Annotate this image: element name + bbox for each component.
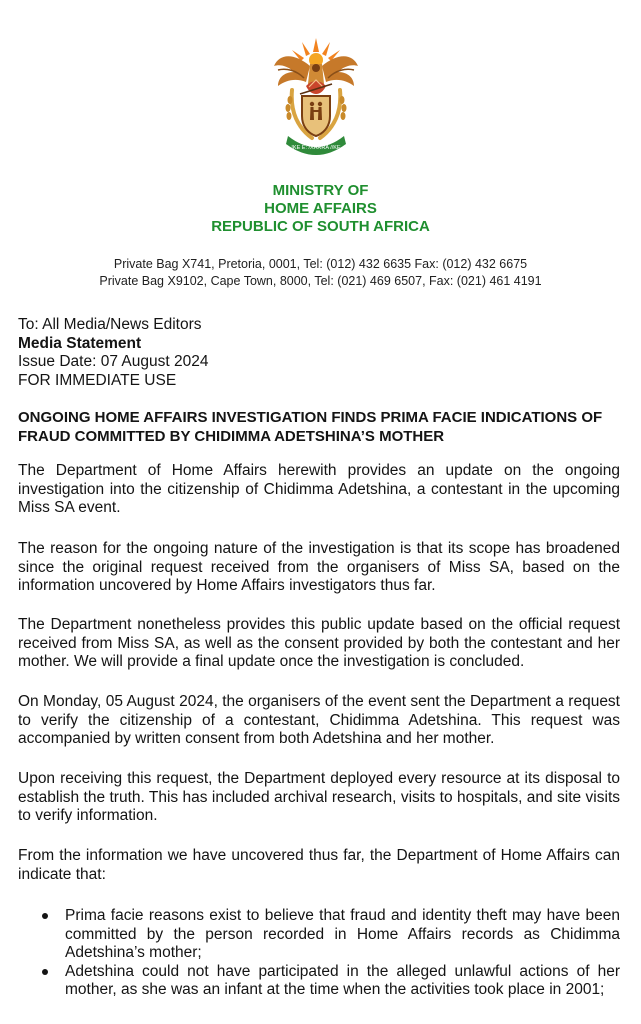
address-pretoria: Private Bag X741, Pretoria, 0001, Tel: (012) 432 6635 Fax: (012) 432 6675 bbox=[113, 257, 528, 271]
usage-note: FOR IMMEDIATE USE bbox=[18, 371, 177, 389]
ministry-line-3: REPUBLIC OF SOUTH AFRICA bbox=[211, 218, 430, 235]
recipient-line: To: All Media/News Editors bbox=[18, 316, 202, 333]
issue-date: Issue Date: 07 August 2024 bbox=[18, 353, 209, 370]
paragraph-1: The Department of Home Affairs herewith provides an update on the ongoing investigation into the citizenship of Chidimma Adetshina, a contestant in the upcoming Miss SA event. bbox=[18, 462, 620, 516]
ministry-line-1: MINISTRY OF bbox=[272, 182, 369, 199]
paragraph-4: On Monday, 05 August 2024, the organisers of the event sent the Department a request to verify the citizenship of a contestant, Chidimma Adetshina. This request was accompanied by written consent from both Adetshina and her mother. bbox=[18, 693, 620, 747]
paragraph-2: The reason for the ongoing nature of the investigation is that its scope has broadened since the original request received from the organisers of Miss SA, based on the information uncovered by Home Affairs investigators thus far. bbox=[18, 540, 620, 594]
shield bbox=[302, 96, 330, 136]
list-item bbox=[18, 963, 620, 1000]
coat-of-arms-emblem bbox=[266, 32, 366, 160]
bullet-text: Adetshina could not have participated in the alleged unlawful actions of her mother, as she was an infant at the time when the activities took place in 2001; bbox=[65, 962, 620, 998]
bullet-icon bbox=[42, 969, 48, 975]
paragraph-6: From the information we have uncovered thus far, the Department of Home Affairs can indicate that: bbox=[18, 847, 620, 883]
bullet-text: Prima facie reasons exist to believe that fraud and identity theft may have been committed by the person recorded in Home Affairs records as Chidimma Adetshina’s mother; bbox=[65, 907, 620, 961]
address-cape-town: Private Bag X9102, Cape Town, 8000, Tel: (021) 469 6507, Fax: (021) 461 4191 bbox=[99, 274, 542, 288]
motto-text: !KE E: /XARRA //KE bbox=[291, 145, 341, 151]
findings-list bbox=[18, 907, 620, 1000]
list-item bbox=[18, 907, 620, 963]
paragraph-5: Upon receiving this request, the Department deployed every resource at its disposal to establish the truth. This has included archival research, visits to hospitals, and site visits to verify information. bbox=[18, 770, 620, 824]
statement-headline: ONGOING HOME AFFAIRS INVESTIGATION FINDS PRIMA FACIE INDICATIONS OF FRAUD COMMITTED BY CHIDIMMA ADETSHINA’S MOTHER bbox=[18, 409, 603, 445]
paragraph-3: The Department nonetheless provides this public update based on the official request received from Miss SA, as well as the consent provided by both the contestant and her mother. We will provide a final update once the investigation is concluded. bbox=[18, 616, 620, 670]
statement-type: Media Statement bbox=[18, 334, 142, 352]
statement-meta bbox=[18, 316, 208, 390]
bullet-icon bbox=[42, 913, 48, 919]
ministry-line-2: HOME AFFAIRS bbox=[264, 200, 377, 217]
